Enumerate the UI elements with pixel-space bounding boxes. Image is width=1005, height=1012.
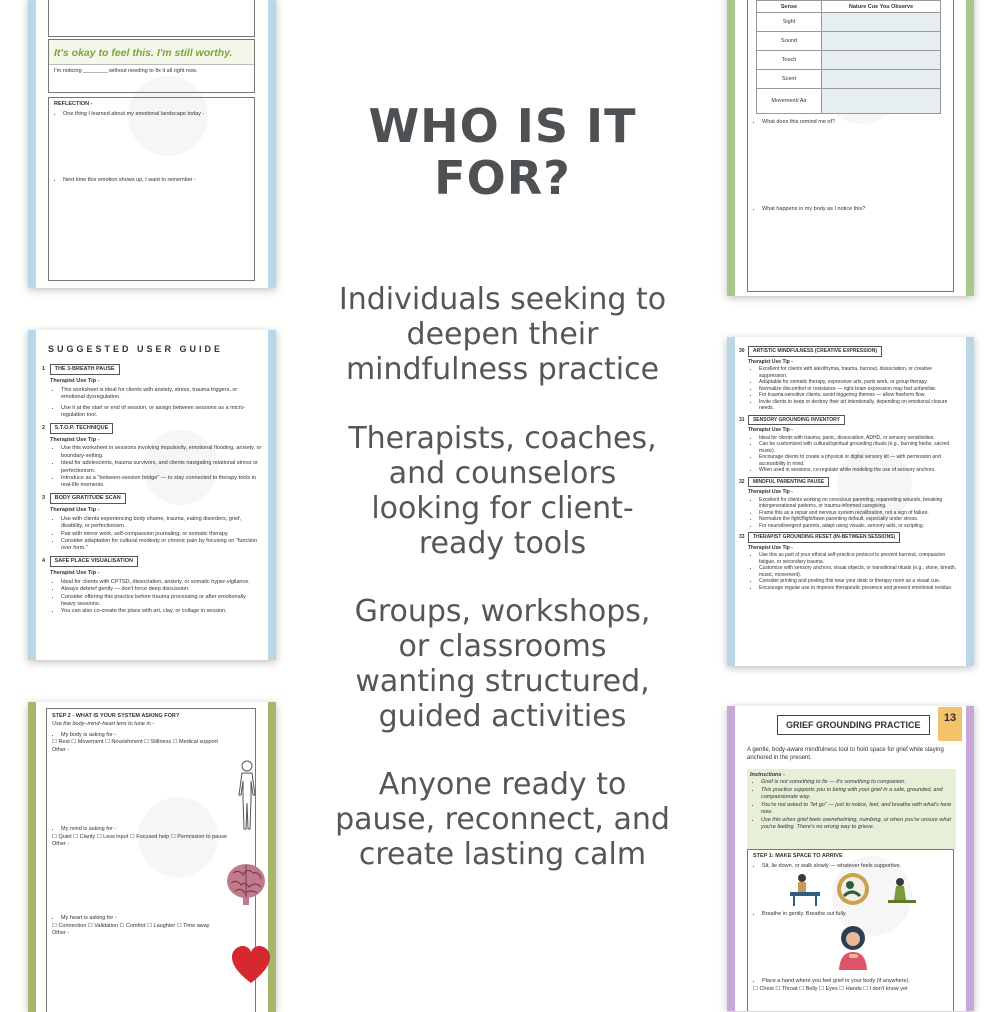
audience-line: Anyone ready to xyxy=(378,767,627,802)
page-sidebar xyxy=(966,706,974,1011)
worksheet-page-senses xyxy=(727,0,974,296)
noticing-prompt: I'm noticing ________ without needing to fix it all right now. xyxy=(54,68,198,74)
sense-cell: Scent xyxy=(757,70,822,89)
guide-section xyxy=(739,477,960,530)
hero-title xyxy=(300,100,705,204)
page-sidebar xyxy=(727,337,735,666)
mind-options[interactable]: ☐ Quiet ☐ Clarity ☐ Less input ☐ Focused help ☐ Permission to pause xyxy=(52,833,228,840)
reflection-question: • What does this remind me of? xyxy=(762,119,953,126)
tip-label: Therapist Use Tip - xyxy=(50,570,100,577)
page-number: 13 xyxy=(943,712,957,724)
worksheet-page-grief xyxy=(727,706,974,1011)
section-number: 4 xyxy=(42,557,46,564)
tip-bullet: • Adaptable for somatic therapy, expressive arts, parts work, or group therapy. xyxy=(759,379,960,386)
pose-illustrations-icon xyxy=(788,872,938,908)
body-options[interactable]: ☐ Rest ☐ Movement ☐ Nourishment ☐ Stillness ☐ Medical support xyxy=(52,739,218,746)
audience-line: ready tools xyxy=(418,526,587,561)
guide-section xyxy=(739,415,960,474)
step-bullet: • Place a hand where you feel grief in your body (if anywhere). xyxy=(762,978,953,985)
observe-cell[interactable] xyxy=(822,13,941,32)
step-title: STEP 2 - WHAT IS YOUR SYSTEM ASKING FOR? xyxy=(52,713,180,719)
worksheet-page-reflection xyxy=(28,0,276,288)
section-label: THERAPIST GROUNDING RESET (IN-BETWEEN SESSIONS) xyxy=(748,532,900,543)
page-sidebar xyxy=(268,330,276,660)
senses-table xyxy=(756,0,941,114)
audience-therapists xyxy=(300,421,705,561)
section-label: BODY GRATITUDE SCAN xyxy=(50,493,126,504)
worksheet-page-guide-continued xyxy=(727,337,974,666)
audience-line: looking for client- xyxy=(371,491,634,526)
tip-bullet: • Encourage regular use to improve therapeutic presence and prevent emotional residue. xyxy=(759,585,960,592)
table-header: Nature Cue You Observe xyxy=(822,1,941,13)
hero-title-line2: FOR? xyxy=(434,151,571,205)
intro-text: A gentle, body-aware mindfulness tool to hold space for grief while staying anchored in the present. xyxy=(747,747,944,762)
sense-cell: Sound xyxy=(757,32,822,51)
section-label: ARTISTIC MINDFULNESS (CREATIVE EXPRESSION) xyxy=(748,346,882,357)
tip-bullet: • Ideal for adolescents, trauma survivors, and clients navigating relational stress or perfectionism. xyxy=(61,460,262,475)
brain-icon xyxy=(225,859,267,907)
audience-line: Therapists, coaches, xyxy=(348,421,657,456)
body-location-options[interactable]: ☐ Chest ☐ Throat ☐ Belly ☐ Eyes ☐ Hands ☐ I don't know yet xyxy=(753,985,908,992)
tip-label: Therapist Use Tip - xyxy=(748,489,793,495)
tip-bullet: • Use this worksheet in sessions involving impulsivity, emotional flooding, anxiety, or boundary-setting. xyxy=(61,445,262,460)
instruction-bullet: • Grief is not something to fix — it's something to companion. xyxy=(761,779,953,786)
section-label: S.T.O.P. TECHNIQUE xyxy=(50,423,114,434)
guide-title: SUGGESTED USER GUIDE xyxy=(48,344,224,354)
tip-bullet: • Always debrief gently — don't force deep discussion. xyxy=(61,586,262,593)
page-number-ribbon xyxy=(938,707,962,741)
observe-cell[interactable] xyxy=(822,70,941,89)
other-label: Other - xyxy=(52,840,70,847)
tip-bullet: • Introduce as a "between-session bridge" — to stay connected to therapy tools in real-life moments. xyxy=(61,475,262,490)
tip-bullet: • Customize with sensory anchors, visual objects, or transitional rituals (e.g., stone, breath, music, movement). xyxy=(759,565,960,578)
reflection-title: REFLECTION - xyxy=(54,101,93,107)
tip-bullet: • Use it at the start or end of session, or assign between sessions as a micro-regulation tool. xyxy=(61,405,262,420)
tip-bullet: • Excellent for clients working on conscious parenting, reparenting wounds, breaking intergenerational patterns, or trauma-informed caregiving. xyxy=(759,497,960,510)
tip-bullet: • Use this as part of your ethical self-practice protocol to prevent burnout, compassion fatigue, or secondary trauma. xyxy=(759,552,960,565)
section-number: 32 xyxy=(739,478,745,485)
audience-line: or classrooms xyxy=(398,629,607,664)
tip-bullet: • Encourage clients to create a physical or digital sensory kit — with permission and accessibility in mind. xyxy=(759,454,960,467)
guide-section xyxy=(739,346,960,412)
heart-options[interactable]: ☐ Connection ☐ Validation ☐ Comfort ☐ Laughter ☐ Time away xyxy=(52,922,210,929)
tip-bullet: • For trauma-sensitive clients, avoid triggering themes — allow freeform flow. xyxy=(759,392,960,399)
tip-bullet: • Pair with mirror work, self-compassion journaling, or somatic therapy. xyxy=(61,531,262,538)
body-question: • My body is asking for - xyxy=(61,732,255,739)
tip-label: Therapist Use Tip - xyxy=(748,427,793,433)
sense-cell: Movement/ Air xyxy=(757,89,822,114)
tip-bullet: • Ideal for clients with CPTSD, dissociation, anxiety, or somatic hyper-vigilance. xyxy=(61,579,262,586)
section-label: SAFE PLACE VISUALISATION xyxy=(50,556,138,567)
audience-individuals xyxy=(300,282,705,387)
section-label: THE 3-BREATH PAUSE xyxy=(50,364,120,375)
section-number: 1 xyxy=(42,366,46,372)
notes-box xyxy=(48,0,255,37)
guide-section xyxy=(42,364,262,420)
tip-bullet: • You can also co-create the place with art, clay, or collage in session. xyxy=(61,608,262,615)
page-sidebar xyxy=(966,337,974,666)
hero-title-line1: WHO IS IT xyxy=(368,99,637,153)
guide-section xyxy=(42,493,262,553)
reflection-bullet: • One thing I learned about my emotional landscape today - xyxy=(63,111,254,118)
instructions-title: Instructions - xyxy=(750,772,785,778)
page-title: GRIEF GROUNDING PRACTICE xyxy=(777,715,930,735)
guide-section xyxy=(739,532,960,591)
reflection-question: • What happens in my body as I notice this? xyxy=(762,206,953,213)
audience-line: create lasting calm xyxy=(358,837,647,872)
tip-bullet: • For neurodivergent parents, adapt using visuals, sensory aids, or scripting. xyxy=(759,523,960,530)
tip-bullet: • Normalize the fight/flight/fawn parenting default, especially under stress. xyxy=(759,516,960,523)
audience-anyone xyxy=(300,767,705,872)
audience-line: deepen their xyxy=(406,317,599,352)
section-number: 3 xyxy=(42,494,46,501)
audience-groups xyxy=(300,594,705,734)
other-label: Other - xyxy=(52,930,70,937)
audience-line: guided activities xyxy=(378,699,627,734)
tip-bullet: • Consider offering this practice before trauma processing or after emotionally heavy sessions. xyxy=(61,594,262,609)
section-number: 33 xyxy=(739,534,745,540)
affirmation-box xyxy=(48,39,255,93)
observe-cell[interactable] xyxy=(822,32,941,51)
observe-cell[interactable] xyxy=(822,89,941,114)
tip-bullet: • Consider adaptation for cultural modesty or chronic pain by focusing on "function over form." xyxy=(61,538,262,553)
page-sidebar xyxy=(28,702,36,1012)
page-sidebar xyxy=(28,330,36,660)
audience-line: Individuals seeking to xyxy=(338,282,667,317)
reflection-box xyxy=(48,97,255,281)
audience-line: and counselors xyxy=(388,456,617,491)
guide-section xyxy=(42,423,262,490)
section-number: 30 xyxy=(739,348,745,354)
heart-icon xyxy=(230,945,272,985)
tip-bullet: • Use with clients experiencing body shame, trauma, eating disorders, grief, disability, or perfectionism. xyxy=(61,516,262,531)
tip-bullet: • When used in sessions, co-regulate while modeling the use of sensory anchors. xyxy=(759,467,960,474)
other-label: Other - xyxy=(52,746,70,753)
body-outline-icon xyxy=(232,759,262,831)
page-sidebar xyxy=(727,706,735,1011)
page-sidebar xyxy=(268,0,276,288)
tip-bullet: • This worksheet is ideal for clients with anxiety, stress, trauma triggers, or emotional dysregulation. xyxy=(61,387,262,402)
table-header: Sense xyxy=(757,1,822,13)
tip-label: Therapist Use Tip - xyxy=(50,507,100,514)
reflection-bullet: • Next time this emotion shows up, I want to remember - xyxy=(63,177,254,184)
heart-question: • My heart is asking for - xyxy=(61,915,255,922)
tip-bullet: • Invite clients to keep or destroy their art intentionally, depending on emotional closure needs. xyxy=(759,399,960,412)
step-bullet: • Breathe in gently. Breathe out fully. xyxy=(762,911,953,918)
audience-line: Groups, workshops, xyxy=(354,594,651,629)
instruction-bullet: • You're not asked to "let go" — just to notice, feel, and breathe with what's here now. xyxy=(761,802,953,817)
mind-question: • My mind is asking for - xyxy=(61,826,255,833)
tip-bullet: • Excellent for clients with alexithymia, trauma, burnout, dissociation, or creative suppression. xyxy=(759,366,960,379)
tip-label: Therapist Use Tip - xyxy=(748,358,793,365)
senses-frame xyxy=(747,0,954,292)
observe-cell[interactable] xyxy=(822,51,941,70)
hand-on-heart-icon xyxy=(836,924,870,970)
instruction-bullet: • Use this when grief feels overwhelming, numbing, or when you're unsure what you're feeling. There's no wrong way to grieve. xyxy=(761,817,953,832)
worksheet-page-system-asking xyxy=(28,702,276,1012)
tip-label: Therapist Use Tip - xyxy=(748,544,793,551)
sense-cell: Sight xyxy=(757,13,822,32)
instructions-box xyxy=(747,769,956,849)
step-frame xyxy=(46,708,256,1012)
sense-cell: Touch xyxy=(757,51,822,70)
tip-bullet: • Consider printing and posting this near your desk or therapy room as a visual cue. xyxy=(759,578,960,585)
tip-bullet: • Ideal for clients with trauma, panic, dissociation, ADHD, or sensory sensitivities. xyxy=(759,435,960,442)
step-title: STEP 1: MAKE SPACE TO ARRIVE xyxy=(753,853,843,859)
tip-bullet: • Frame this as a repair and nervous system recalibration, not a sign of failure. xyxy=(759,510,960,517)
section-number: 2 xyxy=(42,424,46,431)
tip-bullet: • Normalize discomfort or resistance — right-brain expression may feel unfamiliar. xyxy=(759,386,960,393)
audience-line: mindfulness practice xyxy=(345,352,660,387)
tip-label: Therapist Use Tip - xyxy=(50,378,100,385)
section-label: SENSORY GROUNDING INVENTORY xyxy=(748,415,845,426)
guide-sections xyxy=(42,364,262,616)
step-frame xyxy=(747,849,954,1011)
step-subtitle: Use the body–mind–heart lens to tune in - xyxy=(52,721,155,728)
section-number: 31 xyxy=(739,416,745,423)
instruction-bullet: • This practice supports you in being with your grief in a safe, grounded, and compassionate way. xyxy=(761,787,953,802)
guide-sections xyxy=(739,346,960,591)
step-bullet: • Sit, lie down, or walk slowly — whatever feels supportive. xyxy=(762,863,953,870)
page-sidebar xyxy=(727,0,735,296)
audience-line: wanting structured, xyxy=(355,664,650,699)
tip-bullet: • Can be customized with cultural/spiritual grounding rituals (e.g., burning herbs, sacred music). xyxy=(759,441,960,454)
page-sidebar xyxy=(28,0,36,288)
worksheet-page-user-guide xyxy=(28,330,276,660)
audience-line: pause, reconnect, and xyxy=(335,802,670,837)
page-sidebar xyxy=(966,0,974,296)
section-label: MINDFUL PARENTING PAUSE xyxy=(748,477,829,488)
guide-section xyxy=(42,556,262,616)
affirmation-text: It's okay to feel this. I'm still worthy. xyxy=(54,47,233,59)
tip-label: Therapist Use Tip - xyxy=(50,436,100,443)
